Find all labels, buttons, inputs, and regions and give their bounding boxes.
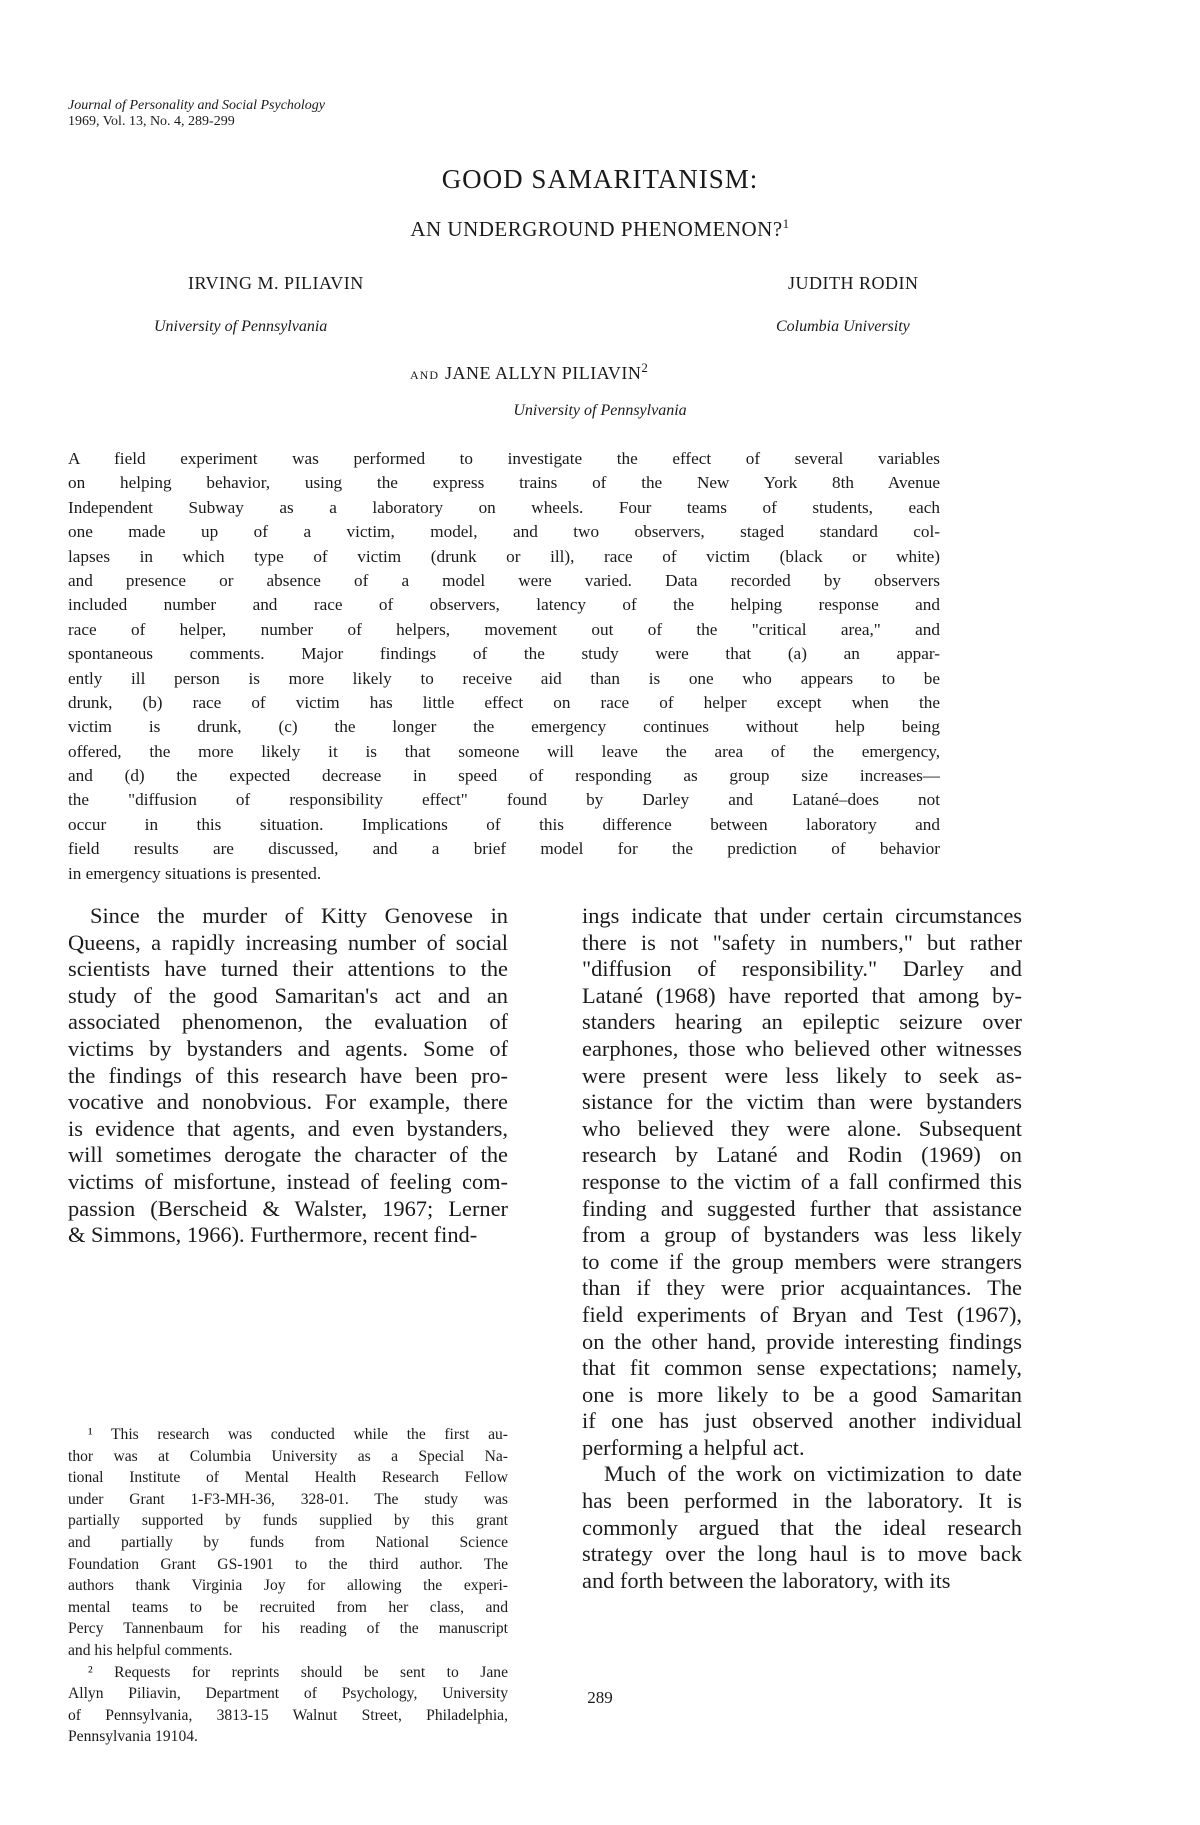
- footnote-line: ² Requests for reprints should be sent to Jane: [88, 1663, 508, 1681]
- body-text-line: has been performed in the laboratory. It is: [582, 1488, 1022, 1514]
- abstract-line: offered, the more likely it is that someone will leave the area of the emergency,: [68, 741, 940, 761]
- body-text-line: that fit common sense expectations; namely,: [582, 1355, 1022, 1381]
- journal-citation: 1969, Vol. 13, No. 4, 289-299: [68, 114, 235, 129]
- footnote-line: and his helpful comments.: [68, 1641, 233, 1659]
- body-text-line: one is more likely to be a good Samaritan: [582, 1381, 1022, 1407]
- abstract-line: field results are discussed, and a brief model for the prediction of behavior: [68, 839, 940, 859]
- paper-title: GOOD SAMARITANISM:: [441, 164, 759, 194]
- body-text-line: if one has just observed another individual: [582, 1408, 1022, 1434]
- body-text-line: "diffusion of responsibility." Darley and: [582, 956, 1022, 982]
- body-text-line: to come if the group members were strangers: [582, 1248, 1022, 1274]
- journal-name: Journal of Personality and Social Psychology: [68, 98, 326, 113]
- abstract-line: ently ill person is more likely to receive aid than is one who appears to be: [68, 668, 940, 688]
- body-text-line: strategy over the long haul is to move back: [582, 1541, 1022, 1567]
- body-text-line: research by Latané and Rodin (1969) on: [582, 1142, 1022, 1168]
- abstract-line: Independent Subway as a laboratory on wheels. Four teams of students, each: [68, 497, 940, 517]
- body-text-line: field experiments of Bryan and Test (1967),: [582, 1301, 1022, 1327]
- footnote-line: thor was at Columbia University as a Special Na-: [68, 1447, 508, 1465]
- body-right-column: [582, 903, 1022, 1594]
- subtitle-footnote-mark: 1: [782, 216, 790, 231]
- abstract: [68, 447, 940, 886]
- abstract-line: included number and race of observers, latency of the helping response and: [68, 595, 940, 615]
- author-3-footnote-mark: 2: [641, 360, 649, 375]
- and-word: AND: [410, 368, 439, 382]
- footnote-line: under Grant 1-F3-MH-36, 328-01. The study was: [68, 1490, 508, 1508]
- body-text-line: commonly argued that the ideal research: [582, 1514, 1022, 1540]
- abstract-line: the "diffusion of responsibility effect" found by Darley and Latané–does not: [68, 790, 940, 810]
- body-text-line: will sometimes derogate the character of the: [68, 1142, 508, 1168]
- body-text-line: and forth between the laboratory, with its: [582, 1567, 951, 1593]
- page-number: 289: [587, 1688, 613, 1707]
- body-text-line: victims of misfortune, instead of feeling com-: [68, 1168, 508, 1194]
- body-text-line: who believed they were alone. Subsequent: [582, 1115, 1022, 1141]
- abstract-line: victim is drunk, (c) the longer the emergency continues without help being: [68, 717, 940, 737]
- footnote-line: Percy Tannenbaum for his reading of the manuscript: [68, 1620, 508, 1638]
- abstract-line: one made up of a victim, model, and two observers, staged standard col-: [68, 522, 940, 542]
- body-text-line: is evidence that agents, and even bystanders,: [68, 1115, 508, 1141]
- body-text-line: earphones, those who believed other witnesses: [582, 1035, 1022, 1061]
- abstract-line: drunk, (b) race of victim has little effect on race of helper except when the: [68, 692, 940, 712]
- body-text-line: Latané (1968) have reported that among by-: [582, 982, 1022, 1008]
- body-text-line: Much of the work on victimization to date: [604, 1461, 1022, 1487]
- abstract-line: in emergency situations is presented.: [68, 863, 322, 883]
- body-text-line: were present were less likely to seek as-: [582, 1062, 1022, 1088]
- footnote-line: of Pennsylvania, 3813-15 Walnut Street, Philadelphia,: [68, 1706, 508, 1724]
- body-text-line: vocative and nonobvious. For example, there: [68, 1089, 508, 1115]
- footnote-line: authors thank Virginia Joy for allowing the experi-: [68, 1577, 508, 1595]
- body-text-line: from a group of bystanders was less likely: [582, 1222, 1022, 1248]
- author-3-name: JANE ALLYN PILIAVIN: [445, 363, 642, 383]
- journal-header: [68, 98, 325, 130]
- abstract-line: occur in this situation. Implications of this difference between laboratory and: [68, 814, 940, 834]
- footnote-line: Foundation Grant GS-1901 to the third author. The: [68, 1555, 508, 1573]
- body-text-line: the findings of this research have been pro-: [68, 1062, 508, 1088]
- body-text-line: standers hearing an epileptic seizure over: [582, 1009, 1022, 1035]
- abstract-line: A field experiment was performed to investigate the effect of several variables: [68, 449, 940, 468]
- abstract-line: race of helper, number of helpers, movement out of the "critical area," and: [68, 619, 940, 639]
- paper-subtitle: [0, 216, 1200, 242]
- body-text-line: & Simmons, 1966). Furthermore, recent find-: [68, 1222, 478, 1248]
- abstract-line: and presence or absence of a model were varied. Data recorded by observers: [68, 570, 940, 590]
- body-text-line: sistance for the victim than were bystanders: [582, 1089, 1022, 1115]
- body-text-line: ings indicate that under certain circumstances: [582, 903, 1022, 928]
- body-left-column: [68, 903, 508, 1249]
- body-text-line: scientists have turned their attentions to the: [68, 956, 508, 982]
- body-text-line: Queens, a rapidly increasing number of social: [68, 929, 508, 955]
- body-text-line: there is not "safety in numbers," but rather: [582, 929, 1022, 955]
- abstract-line: spontaneous comments. Major findings of the study were that (a) an appar-: [68, 644, 940, 664]
- subtitle-text: AN UNDERGROUND PHENOMENON?: [410, 217, 783, 241]
- footnote-line: and partially by funds from National Science: [68, 1533, 508, 1551]
- footnote-line: Pennsylvania 19104.: [68, 1728, 198, 1746]
- body-text-line: response to the victim of a fall confirmed this: [582, 1168, 1022, 1194]
- abstract-line: on helping behavior, using the express trains of the New York 8th Avenue: [68, 473, 940, 493]
- body-text-line: on the other hand, provide interesting findings: [582, 1328, 1022, 1354]
- footnote-line: ¹ This research was conducted while the first au-: [88, 1426, 508, 1443]
- footnote-line: tional Institute of Mental Health Research Fellow: [68, 1469, 508, 1487]
- author-3-line: [410, 360, 648, 384]
- author-1-affiliation: University of Pennsylvania: [154, 318, 328, 335]
- abstract-line: lapses in which type of victim (drunk or ill), race of victim (black or white): [68, 546, 940, 566]
- footnote-line: mental teams to be recruited from her class, and: [68, 1598, 508, 1616]
- body-text-line: performing a helpful act.: [582, 1434, 805, 1460]
- body-text-line: associated phenomenon, the evaluation of: [68, 1009, 508, 1035]
- author-3-affiliation: University of Pennsylvania: [513, 402, 687, 419]
- body-text-line: than if they were prior acquaintances. The: [582, 1275, 1022, 1301]
- body-text-line: Since the murder of Kitty Genovese in: [90, 903, 508, 928]
- author-1-name: IRVING M. PILIAVIN: [188, 273, 364, 293]
- author-2-affiliation: Columbia University: [776, 318, 910, 335]
- footnote-line: Allyn Piliavin, Department of Psychology, University: [68, 1685, 508, 1703]
- body-text-line: passion (Berscheid & Walster, 1967; Lerner: [68, 1195, 508, 1221]
- abstract-line: and (d) the expected decrease in speed of responding as group size increases—: [68, 766, 940, 786]
- author-2-name: JUDITH RODIN: [788, 273, 919, 293]
- footnote-line: partially supported by funds supplied by this grant: [68, 1512, 508, 1530]
- body-text-line: finding and suggested further that assistance: [582, 1195, 1022, 1221]
- body-text-line: study of the good Samaritan's act and an: [68, 982, 508, 1008]
- body-text-line: victims by bystanders and agents. Some of: [68, 1035, 508, 1061]
